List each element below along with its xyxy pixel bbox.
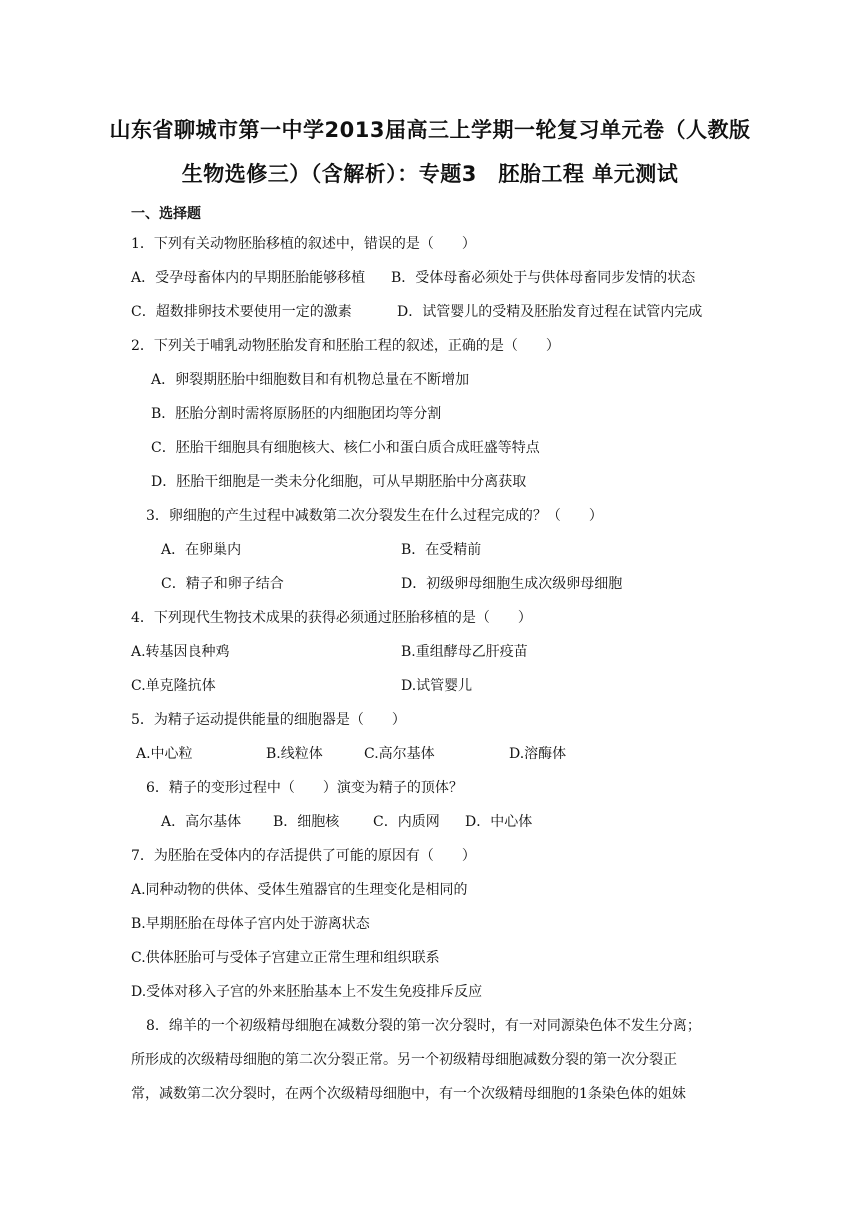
question-4-stem: 4．下列现代生物技术成果的获得必须通过胚胎移植的是（ ） [131,610,532,626]
question-1-stem: 1．下列有关动物胚胎移植的叙述中，错误的是（ ） [131,236,476,252]
question-5-option-b: B.线粒体 [266,746,323,762]
question-5-option-a: A.中心粒 [136,746,193,762]
question-6-option-c: C．内质网 [373,814,440,830]
question-3-option-b: B．在受精前 [401,542,482,558]
question-2-stem: 2．下列关于哺乳动物胚胎发育和胚胎工程的叙述，正确的是（ ） [131,338,560,354]
document-title-line-2: 生物选修三）（含解析）：专题3 胚胎工程 单元测试 [181,162,679,186]
question-2-option-a: A．卵裂期胚胎中细胞数目和有机物总量在不断增加 [151,372,470,388]
question-7-option-d: D.受体对移入子宫的外来胚胎基本上不发生免疫排斥反应 [131,984,483,1000]
question-4-option-b: B.重组酵母乙肝疫苗 [401,644,528,660]
question-2-option-d: D．胚胎干细胞是一类未分化细胞，可从早期胚胎中分离获取 [151,474,527,490]
question-5-option-d: D.溶酶体 [509,746,567,762]
question-4-option-d: D.试管婴儿 [401,678,473,694]
question-6-option-d: D．中心体 [465,814,533,830]
question-5-stem: 5．为精子运动提供能量的细胞器是（ ） [131,712,406,728]
question-7-option-b: B.早期胚胎在母体子宫内处于游离状态 [131,916,370,932]
question-8-line-1: 8．绵羊的一个初级精母细胞在减数分裂的第一次分裂时，有一对同源染色体不发生分离； [146,1018,701,1034]
question-2-option-c: C．胚胎干细胞具有细胞核大、核仁小和蛋白质合成旺盛等特点 [151,440,540,456]
question-7-option-a: A.同种动物的供体、受体生殖器官的生理变化是相同的 [131,882,468,898]
question-8-line-3: 常，减数第二次分裂时，在两个次级精母细胞中，有一个次级精母细胞的1条染色体的姐妹 [131,1086,686,1102]
question-1-option-a: A．受孕母畜体内的早期胚胎能够移植 [131,270,366,286]
question-3-option-c: C．精子和卵子结合 [161,576,284,592]
question-3-option-a: A．在卵巢内 [161,542,242,558]
question-1-option-d: D．试管婴儿的受精及胚胎发育过程在试管内完成 [397,304,703,320]
question-6-option-a: A．高尔基体 [161,814,242,830]
question-1-option-c: C．超数排卵技术要使用一定的激素 [131,304,352,320]
question-7-stem: 7．为胚胎在受体内的存活提供了可能的原因有（ ） [131,848,476,864]
question-1-option-b: B．受体母畜必须处于与供体母畜同步发情的状态 [391,270,696,286]
question-4-option-c: C.单克隆抗体 [131,678,216,694]
question-3-option-d: D．初级卵母细胞生成次级卵母细胞 [401,576,623,592]
question-4-option-a: A.转基因良种鸡 [131,644,230,660]
question-6-option-b: B．细胞核 [273,814,340,830]
document-title-line-1: 山东省聊城市第一中学2013届高三上学期一轮复习单元卷（人教版 [109,118,751,142]
question-7-option-c: C.供体胚胎可与受体子宫建立正常生理和组织联系 [131,950,440,966]
question-5-option-c: C.高尔基体 [364,746,435,762]
question-8-line-2: 所形成的次级精母细胞的第二次分裂正常。另一个初级精母细胞减数分裂的第一次分裂正 [131,1052,677,1068]
section-heading: 一、选择题 [131,206,201,222]
question-3-stem: 3．卵细胞的产生过程中减数第二次分裂发生在什么过程完成的？（ ） [146,508,603,524]
question-6-stem: 6．精子的变形过程中（ ）演变为精子的顶体？ [146,780,463,796]
question-2-option-b: B．胚胎分割时需将原肠胚的内细胞团均等分割 [151,406,442,422]
